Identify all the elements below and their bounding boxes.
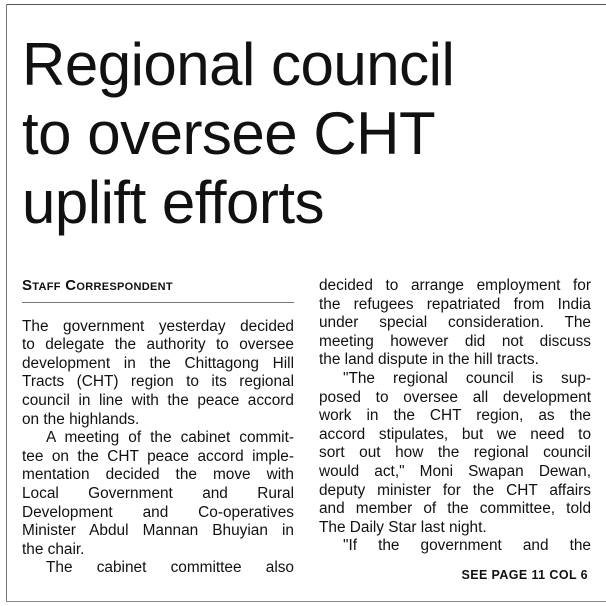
text-line: the land dispute in the hill tracts. (319, 351, 539, 369)
text-line: on the highlands. (22, 410, 140, 428)
text-line: to delegate the authority to oversee (22, 336, 294, 354)
text-line: The government yesterday decided (22, 317, 294, 335)
text-line: decided to arrange employment for (319, 277, 591, 294)
text-line: council in line with the peace accord (22, 391, 294, 409)
text-line: would act," Moni Swapan Dewan, (319, 462, 591, 480)
headline (22, 30, 602, 237)
text-line: meeting however did not discuss (319, 332, 591, 350)
text-line: The cabinet committee also (46, 559, 294, 577)
text-line: sort out how the regional council (319, 444, 591, 462)
headline-line-2: to oversee CHT (22, 100, 436, 167)
text-line: the chair. (22, 540, 85, 558)
headline-line-1: Regional council (22, 31, 455, 98)
text-line: Minister Abdul Mannan Bhuyian in (22, 522, 294, 540)
text-line: "The regional council is sup- (343, 369, 591, 387)
text-line: Tracts (CHT) region to its regional (22, 373, 294, 391)
text-line: Development and Co-operatives (22, 503, 294, 521)
text-line: A meeting of the cabinet commit- (46, 429, 294, 447)
text-line: deputy minister for the CHT affairs (319, 481, 591, 499)
left-rule (6, 4, 7, 602)
text-line: "If the government and the (343, 537, 591, 555)
article-column-left (22, 277, 294, 578)
text-line: tee on the CHT peace accord imple- (22, 447, 294, 465)
continuation-note: SEE PAGE 11 COL 6 (461, 568, 588, 582)
headline-line-3: uplift efforts (22, 169, 325, 236)
text-line: posed to oversee all development (319, 388, 591, 406)
text-line: mentation decided the move with (22, 466, 294, 484)
bottom-rule (6, 601, 606, 602)
text-line: under special consideration. The (319, 314, 591, 332)
text-line: The Daily Star last night. (319, 518, 487, 536)
top-rule (6, 4, 606, 5)
text-line: Local Government and Rural (22, 484, 294, 502)
text-line: accord stipulates, but we need to (319, 425, 591, 443)
text-line: work in the CHT region, as the (319, 407, 591, 425)
byline: Staff Correspondent (22, 277, 294, 303)
text-line: and member of the committee, told (319, 500, 591, 518)
article-column-right (319, 277, 591, 556)
text-line: development in the Chittagong Hill (22, 354, 294, 372)
text-line: the refugees repatriated from India (319, 295, 591, 313)
